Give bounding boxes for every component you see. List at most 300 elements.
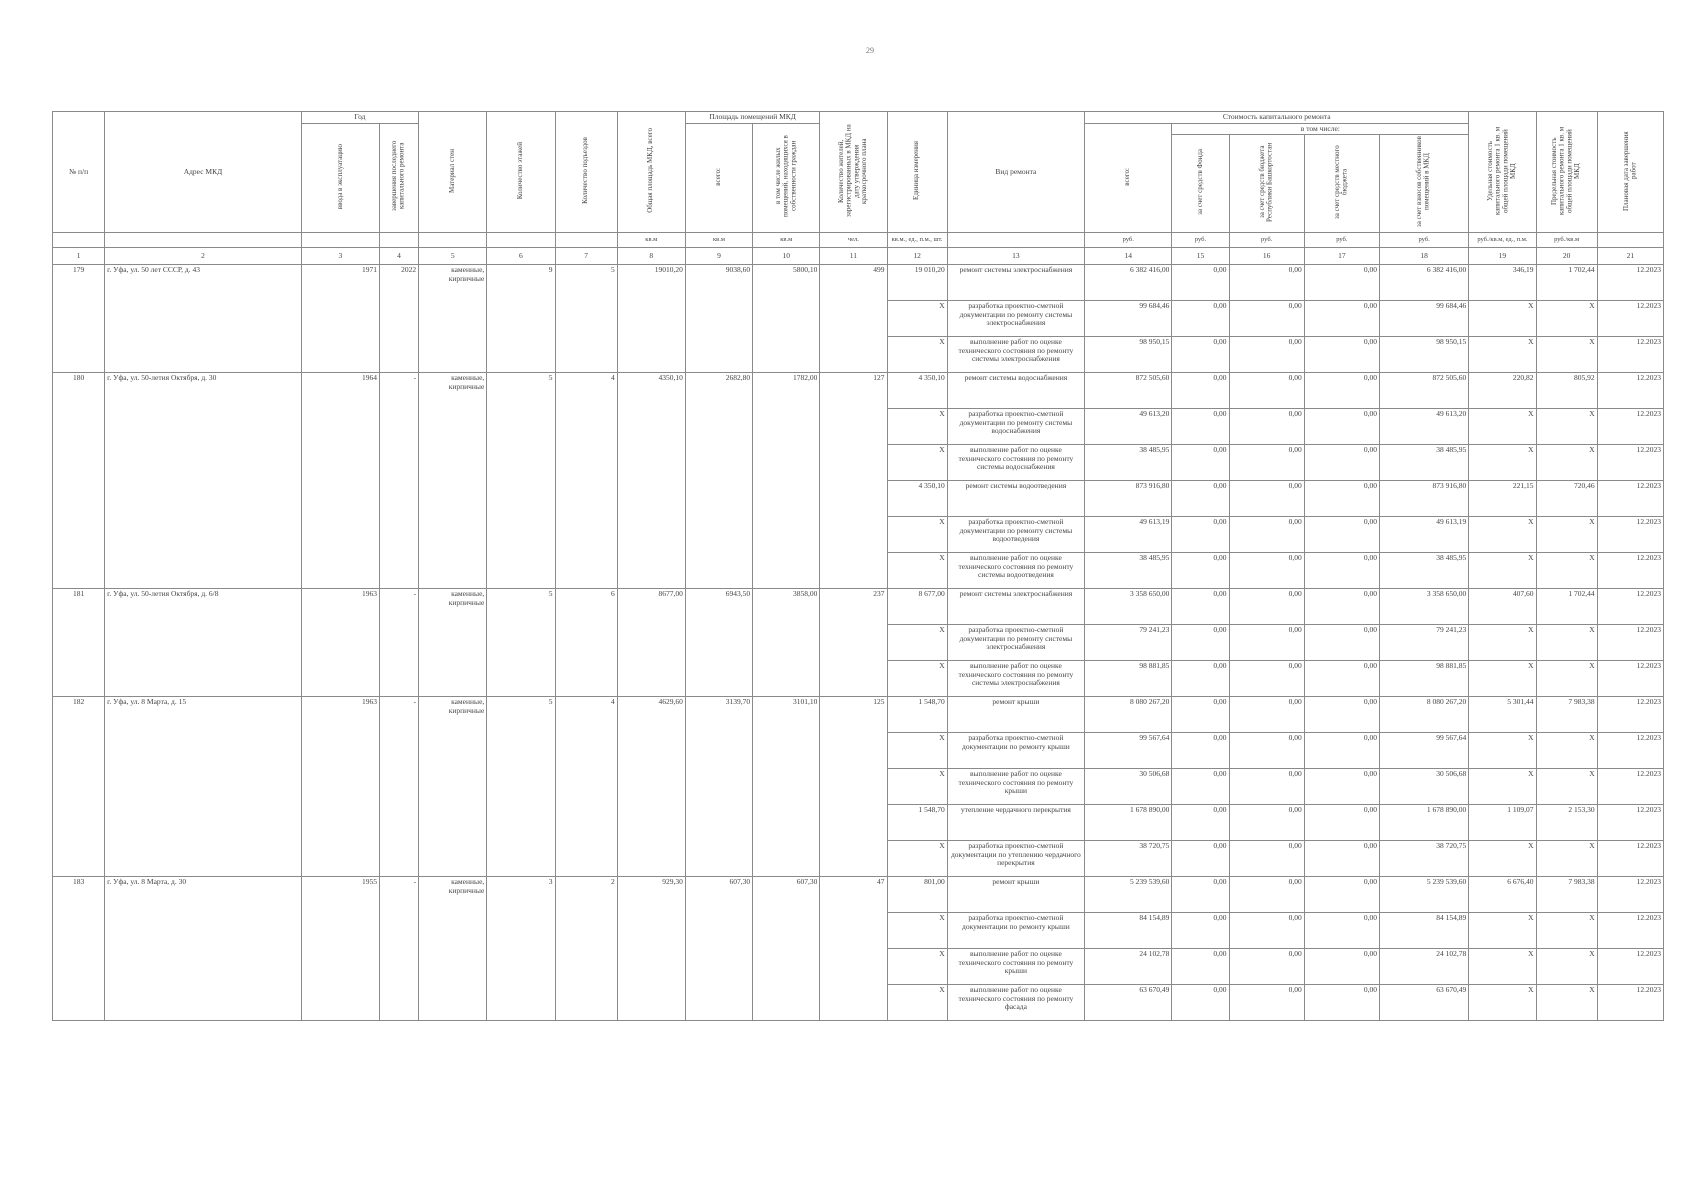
- total-area: 19010,20: [617, 264, 685, 372]
- work-unit: X: [887, 912, 947, 948]
- col-number: 10: [753, 247, 820, 264]
- unit-cell: [379, 232, 418, 247]
- specific-cost: X: [1469, 624, 1536, 660]
- cost-total: 98 950,15: [1085, 336, 1172, 372]
- cost-total: 63 670,49: [1085, 984, 1172, 1020]
- cost-local: 0,00: [1304, 804, 1379, 840]
- house-number: 179: [53, 264, 105, 372]
- cost-total: 79 241,23: [1085, 624, 1172, 660]
- col-number: 17: [1304, 247, 1379, 264]
- cost-republic: 0,00: [1229, 696, 1304, 732]
- work-unit: 4 350,10: [887, 480, 947, 516]
- header-area-residential: в том числе жилых помещений, находящихся в собственности граждан: [753, 123, 820, 232]
- work-type: ремонт системы электроснабжения: [947, 588, 1084, 624]
- unit-cell: кв.м., ед., п.м., шт.: [887, 232, 947, 247]
- table-row: [53, 588, 1664, 624]
- planned-date: 12.2023: [1597, 336, 1663, 372]
- work-unit: 8 677,00: [887, 588, 947, 624]
- total-area: 4629,60: [617, 696, 685, 876]
- house-number: 183: [53, 876, 105, 1020]
- house-address: г. Уфа, ул. 8 Марта, д. 30: [105, 876, 302, 1020]
- residents-count: 127: [820, 372, 887, 588]
- wall-material: каменные, кирпичные: [419, 264, 487, 372]
- table-body: [53, 264, 1664, 1020]
- work-unit: X: [887, 300, 947, 336]
- unit-cell: руб.: [1085, 232, 1172, 247]
- max-cost: X: [1536, 840, 1597, 876]
- cost-owners: 3 358 650,00: [1379, 588, 1468, 624]
- cost-local: 0,00: [1304, 588, 1379, 624]
- col-number: 14: [1085, 247, 1172, 264]
- work-type: разработка проектно-сметной документации по ремонту системы электроснабжения: [947, 300, 1084, 336]
- cost-local: 0,00: [1304, 840, 1379, 876]
- cost-local: 0,00: [1304, 984, 1379, 1020]
- cost-republic: 0,00: [1229, 984, 1304, 1020]
- cost-owners: 8 080 267,20: [1379, 696, 1468, 732]
- residents-count: 499: [820, 264, 887, 372]
- cost-republic: 0,00: [1229, 552, 1304, 588]
- col-number: 16: [1229, 247, 1304, 264]
- cost-owners: 5 239 539,60: [1379, 876, 1468, 912]
- planned-date: 12.2023: [1597, 480, 1663, 516]
- work-unit: X: [887, 552, 947, 588]
- cost-republic: 0,00: [1229, 732, 1304, 768]
- col-number: 1: [53, 247, 105, 264]
- header-cost-owners: за счет взносов собственников помещений в МКД: [1379, 135, 1468, 233]
- cost-fund: 0,00: [1172, 984, 1229, 1020]
- area-residential: 3858,00: [753, 588, 820, 696]
- cost-republic: 0,00: [1229, 876, 1304, 912]
- col-number: 13: [947, 247, 1084, 264]
- area-all: 3139,70: [685, 696, 752, 876]
- unit-cell: [53, 232, 105, 247]
- cost-total: 24 102,78: [1085, 948, 1172, 984]
- header-area-group: Площадь помещений МКД: [685, 112, 819, 124]
- work-unit: X: [887, 660, 947, 696]
- cost-fund: 0,00: [1172, 696, 1229, 732]
- specific-cost: 1 109,07: [1469, 804, 1536, 840]
- cost-owners: 872 505,60: [1379, 372, 1468, 408]
- planned-date: 12.2023: [1597, 660, 1663, 696]
- cost-local: 0,00: [1304, 300, 1379, 336]
- cost-owners: 98 950,15: [1379, 336, 1468, 372]
- header-cost-local: за счет средств местного бюджета: [1304, 135, 1379, 233]
- cost-total: 38 485,95: [1085, 444, 1172, 480]
- cost-local: 0,00: [1304, 768, 1379, 804]
- house-address: г. Уфа, ул. 8 Марта, д. 15: [105, 696, 302, 876]
- cost-owners: 6 382 416,00: [1379, 264, 1468, 300]
- total-area: 4350,10: [617, 372, 685, 588]
- cost-fund: 0,00: [1172, 264, 1229, 300]
- cost-republic: 0,00: [1229, 408, 1304, 444]
- cost-total: 5 239 539,60: [1085, 876, 1172, 912]
- header-cost-total: всего:: [1085, 123, 1172, 232]
- col-number: 19: [1469, 247, 1536, 264]
- work-unit: 4 350,10: [887, 372, 947, 408]
- cost-fund: 0,00: [1172, 624, 1229, 660]
- floors-count: 5: [487, 696, 555, 876]
- floors-count: 5: [487, 588, 555, 696]
- header-entrances: Количество подъездов: [555, 112, 617, 233]
- page-number: 29: [866, 46, 874, 55]
- header-wall-material: Материал стен: [419, 112, 487, 233]
- specific-cost: X: [1469, 948, 1536, 984]
- specific-cost: 221,15: [1469, 480, 1536, 516]
- specific-cost: 220,82: [1469, 372, 1536, 408]
- total-area: 929,30: [617, 876, 685, 1020]
- cost-owners: 38 720,75: [1379, 840, 1468, 876]
- planned-date: 12.2023: [1597, 588, 1663, 624]
- house-number: 181: [53, 588, 105, 696]
- header-total-area: Общая площадь МКД, всего: [617, 112, 685, 233]
- cost-fund: 0,00: [1172, 516, 1229, 552]
- cost-republic: 0,00: [1229, 804, 1304, 840]
- col-number: 5: [419, 247, 487, 264]
- cost-republic: 0,00: [1229, 912, 1304, 948]
- header-unit: Единица измерения: [887, 112, 947, 233]
- header-work-type: Вид ремонта: [947, 112, 1084, 233]
- work-type: ремонт крыши: [947, 876, 1084, 912]
- work-type: утепление чердачного перекрытия: [947, 804, 1084, 840]
- work-type: выполнение работ по оценке технического состояния по ремонту крыши: [947, 768, 1084, 804]
- work-unit: 801,00: [887, 876, 947, 912]
- table-header: [53, 112, 1664, 265]
- cost-fund: 0,00: [1172, 660, 1229, 696]
- max-cost: X: [1536, 516, 1597, 552]
- col-number: 20: [1536, 247, 1597, 264]
- cost-local: 0,00: [1304, 876, 1379, 912]
- planned-date: 12.2023: [1597, 264, 1663, 300]
- wall-material: каменные, кирпичные: [419, 696, 487, 876]
- cost-republic: 0,00: [1229, 948, 1304, 984]
- cost-total: 38 485,95: [1085, 552, 1172, 588]
- work-type: выполнение работ по оценке технического состояния по ремонту системы водоотведения: [947, 552, 1084, 588]
- specific-cost: X: [1469, 516, 1536, 552]
- unit-cell: [1597, 232, 1663, 247]
- cost-fund: 0,00: [1172, 804, 1229, 840]
- entrances-count: 6: [555, 588, 617, 696]
- cost-owners: 1 678 890,00: [1379, 804, 1468, 840]
- area-residential: 3101,10: [753, 696, 820, 876]
- work-type: разработка проектно-сметной документации по ремонту крыши: [947, 912, 1084, 948]
- max-cost: 2 153,30: [1536, 804, 1597, 840]
- col-number: 18: [1379, 247, 1468, 264]
- header-max-cost: Предельная стоимость капитального ремонта 1 кв. м общей площади помещений МКД: [1536, 112, 1597, 233]
- cost-republic: 0,00: [1229, 624, 1304, 660]
- unit-cell: руб./кв.м, ед., п.м.: [1469, 232, 1536, 247]
- cost-owners: 84 154,89: [1379, 912, 1468, 948]
- work-type: разработка проектно-сметной документации по ремонту системы водоотведения: [947, 516, 1084, 552]
- header-num: № п/п: [53, 112, 105, 233]
- cost-republic: 0,00: [1229, 588, 1304, 624]
- cost-owners: 79 241,23: [1379, 624, 1468, 660]
- work-unit: X: [887, 984, 947, 1020]
- area-all: 6943,50: [685, 588, 752, 696]
- planned-date: 12.2023: [1597, 444, 1663, 480]
- cost-total: 8 080 267,20: [1085, 696, 1172, 732]
- unit-cell: руб.: [1229, 232, 1304, 247]
- col-number: 15: [1172, 247, 1229, 264]
- cost-owners: 98 881,85: [1379, 660, 1468, 696]
- cost-total: 49 613,19: [1085, 516, 1172, 552]
- max-cost: 7 983,38: [1536, 876, 1597, 912]
- year-built: 1963: [301, 696, 379, 876]
- work-type: ремонт системы водоотведения: [947, 480, 1084, 516]
- header-year-last-repair: завершения последнего капитального ремонта: [379, 123, 418, 232]
- cost-fund: 0,00: [1172, 732, 1229, 768]
- cost-fund: 0,00: [1172, 840, 1229, 876]
- cost-total: 84 154,89: [1085, 912, 1172, 948]
- unit-cell: кв.м: [685, 232, 752, 247]
- cost-fund: 0,00: [1172, 444, 1229, 480]
- col-number: 7: [555, 247, 617, 264]
- cost-republic: 0,00: [1229, 300, 1304, 336]
- cost-fund: 0,00: [1172, 948, 1229, 984]
- col-number: 12: [887, 247, 947, 264]
- unit-cell: [487, 232, 555, 247]
- wall-material: каменные, кирпичные: [419, 588, 487, 696]
- wall-material: каменные, кирпичные: [419, 372, 487, 588]
- cost-fund: 0,00: [1172, 372, 1229, 408]
- house-address: г. Уфа, ул. 50-летия Октября, д. 30: [105, 372, 302, 588]
- cost-owners: 38 485,95: [1379, 444, 1468, 480]
- cost-republic: 0,00: [1229, 372, 1304, 408]
- unit-cell: [555, 232, 617, 247]
- year-built: 1963: [301, 588, 379, 696]
- planned-date: 12.2023: [1597, 624, 1663, 660]
- planned-date: 12.2023: [1597, 840, 1663, 876]
- work-unit: 19 010,20: [887, 264, 947, 300]
- col-number: 11: [820, 247, 887, 264]
- work-unit: X: [887, 732, 947, 768]
- unit-cell: [947, 232, 1084, 247]
- cost-local: 0,00: [1304, 624, 1379, 660]
- cost-local: 0,00: [1304, 732, 1379, 768]
- max-cost: X: [1536, 336, 1597, 372]
- year-last-repair: -: [379, 696, 418, 876]
- cost-local: 0,00: [1304, 480, 1379, 516]
- work-unit: X: [887, 768, 947, 804]
- planned-date: 12.2023: [1597, 984, 1663, 1020]
- planned-date: 12.2023: [1597, 408, 1663, 444]
- cost-owners: 24 102,78: [1379, 948, 1468, 984]
- header-floors: Количество этажей: [487, 112, 555, 233]
- unit-cell: руб./кв.м: [1536, 232, 1597, 247]
- specific-cost: X: [1469, 300, 1536, 336]
- entrances-count: 5: [555, 264, 617, 372]
- unit-cell: руб.: [1172, 232, 1229, 247]
- unit-cell: руб.: [1379, 232, 1468, 247]
- max-cost: X: [1536, 624, 1597, 660]
- specific-cost: X: [1469, 768, 1536, 804]
- planned-date: 12.2023: [1597, 372, 1663, 408]
- year-last-repair: -: [379, 588, 418, 696]
- area-residential: 5800,10: [753, 264, 820, 372]
- work-unit: 1 548,70: [887, 696, 947, 732]
- floors-count: 5: [487, 372, 555, 588]
- year-built: 1971: [301, 264, 379, 372]
- max-cost: 7 983,38: [1536, 696, 1597, 732]
- cost-republic: 0,00: [1229, 840, 1304, 876]
- header-year-commission: ввода в эксплуатацию: [301, 123, 379, 232]
- cost-local: 0,00: [1304, 912, 1379, 948]
- specific-cost: 5 301,44: [1469, 696, 1536, 732]
- specific-cost: 407,60: [1469, 588, 1536, 624]
- max-cost: 720,46: [1536, 480, 1597, 516]
- planned-date: 12.2023: [1597, 696, 1663, 732]
- max-cost: X: [1536, 732, 1597, 768]
- work-type: ремонт системы электроснабжения: [947, 264, 1084, 300]
- header-area-total: всего:: [685, 123, 752, 232]
- area-all: 9038,60: [685, 264, 752, 372]
- year-last-repair: 2022: [379, 264, 418, 372]
- cost-total: 49 613,20: [1085, 408, 1172, 444]
- cost-owners: 99 684,46: [1379, 300, 1468, 336]
- cost-fund: 0,00: [1172, 300, 1229, 336]
- work-type: выполнение работ по оценке технического состояния по ремонту фасада: [947, 984, 1084, 1020]
- work-type: ремонт системы водоснабжения: [947, 372, 1084, 408]
- col-number: 21: [1597, 247, 1663, 264]
- floors-count: 9: [487, 264, 555, 372]
- table-row: [53, 264, 1664, 300]
- planned-date: 12.2023: [1597, 768, 1663, 804]
- table-row: [53, 876, 1664, 912]
- cost-fund: 0,00: [1172, 552, 1229, 588]
- house-number: 182: [53, 696, 105, 876]
- entrances-count: 4: [555, 696, 617, 876]
- header-cost-republic: за счет средств бюджета Республики Башкортостан: [1229, 135, 1304, 233]
- cost-owners: 49 613,20: [1379, 408, 1468, 444]
- cost-total: 3 358 650,00: [1085, 588, 1172, 624]
- cost-fund: 0,00: [1172, 336, 1229, 372]
- work-type: выполнение работ по оценке технического состояния по ремонту системы водоснабжения: [947, 444, 1084, 480]
- repair-plan-table: [52, 111, 1664, 1021]
- specific-cost: X: [1469, 336, 1536, 372]
- specific-cost: X: [1469, 912, 1536, 948]
- cost-local: 0,00: [1304, 372, 1379, 408]
- planned-date: 12.2023: [1597, 516, 1663, 552]
- house-address: г. Уфа, ул. 50 лет СССР, д. 43: [105, 264, 302, 372]
- cost-total: 38 720,75: [1085, 840, 1172, 876]
- specific-cost: 346,19: [1469, 264, 1536, 300]
- work-type: выполнение работ по оценке технического состояния по ремонту крыши: [947, 948, 1084, 984]
- cost-republic: 0,00: [1229, 516, 1304, 552]
- cost-owners: 873 916,80: [1379, 480, 1468, 516]
- work-unit: X: [887, 516, 947, 552]
- header-specific-cost: Удельная стоимость капитального ремонта 1 кв. м общей площади помещений МКД: [1469, 112, 1536, 233]
- cost-local: 0,00: [1304, 552, 1379, 588]
- cost-total: 6 382 416,00: [1085, 264, 1172, 300]
- total-area: 8677,00: [617, 588, 685, 696]
- cost-republic: 0,00: [1229, 444, 1304, 480]
- unit-cell: [419, 232, 487, 247]
- area-all: 2682,80: [685, 372, 752, 588]
- unit-cell: [301, 232, 379, 247]
- specific-cost: X: [1469, 732, 1536, 768]
- header-address: Адрес МКД: [105, 112, 302, 233]
- work-type: ремонт крыши: [947, 696, 1084, 732]
- cost-local: 0,00: [1304, 660, 1379, 696]
- work-type: разработка проектно-сметной документации по утеплению чердачного перекрытия: [947, 840, 1084, 876]
- work-unit: X: [887, 408, 947, 444]
- col-number: 2: [105, 247, 302, 264]
- planned-date: 12.2023: [1597, 912, 1663, 948]
- cost-fund: 0,00: [1172, 768, 1229, 804]
- col-number: 9: [685, 247, 752, 264]
- cost-fund: 0,00: [1172, 480, 1229, 516]
- cost-local: 0,00: [1304, 264, 1379, 300]
- work-type: разработка проектно-сметной документации по ремонту системы электроснабжения: [947, 624, 1084, 660]
- work-type: разработка проектно-сметной документации по ремонту крыши: [947, 732, 1084, 768]
- planned-date: 12.2023: [1597, 876, 1663, 912]
- work-type: выполнение работ по оценке технического состояния по ремонту системы электроснабжения: [947, 660, 1084, 696]
- cost-owners: 49 613,19: [1379, 516, 1468, 552]
- header-cost-group: Стоимость капитального ремонта: [1085, 112, 1469, 124]
- header-planned-date: Плановая дата завершения работ: [1597, 112, 1663, 233]
- max-cost: 805,92: [1536, 372, 1597, 408]
- area-residential: 607,30: [753, 876, 820, 1020]
- work-unit: X: [887, 444, 947, 480]
- residents-count: 237: [820, 588, 887, 696]
- cost-total: 98 881,85: [1085, 660, 1172, 696]
- cost-republic: 0,00: [1229, 660, 1304, 696]
- max-cost: X: [1536, 444, 1597, 480]
- header-incl: в том числе:: [1172, 123, 1469, 135]
- work-unit: 1 548,70: [887, 804, 947, 840]
- house-address: г. Уфа, ул. 50-летия Октября, д. 6/8: [105, 588, 302, 696]
- planned-date: 12.2023: [1597, 300, 1663, 336]
- col-number: 6: [487, 247, 555, 264]
- year-built: 1964: [301, 372, 379, 588]
- max-cost: X: [1536, 300, 1597, 336]
- entrances-count: 4: [555, 372, 617, 588]
- year-built: 1955: [301, 876, 379, 1020]
- max-cost: X: [1536, 660, 1597, 696]
- planned-date: 12.2023: [1597, 804, 1663, 840]
- work-unit: X: [887, 336, 947, 372]
- cost-local: 0,00: [1304, 696, 1379, 732]
- specific-cost: X: [1469, 444, 1536, 480]
- cost-republic: 0,00: [1229, 264, 1304, 300]
- cost-owners: 38 485,95: [1379, 552, 1468, 588]
- cost-local: 0,00: [1304, 408, 1379, 444]
- max-cost: X: [1536, 984, 1597, 1020]
- cost-republic: 0,00: [1229, 336, 1304, 372]
- unit-cell: кв.м: [753, 232, 820, 247]
- cost-total: 99 684,46: [1085, 300, 1172, 336]
- header-cost-fund: за счет средств Фонда: [1172, 135, 1229, 233]
- work-type: выполнение работ по оценке технического состояния по ремонту системы электроснабжения: [947, 336, 1084, 372]
- work-unit: X: [887, 840, 947, 876]
- specific-cost: X: [1469, 660, 1536, 696]
- unit-cell: руб.: [1304, 232, 1379, 247]
- wall-material: каменные, кирпичные: [419, 876, 487, 1020]
- max-cost: X: [1536, 552, 1597, 588]
- specific-cost: X: [1469, 840, 1536, 876]
- area-all: 607,30: [685, 876, 752, 1020]
- year-last-repair: -: [379, 876, 418, 1020]
- house-number: 180: [53, 372, 105, 588]
- cost-total: 1 678 890,00: [1085, 804, 1172, 840]
- work-unit: X: [887, 948, 947, 984]
- residents-count: 47: [820, 876, 887, 1020]
- work-unit: X: [887, 624, 947, 660]
- table-row: [53, 372, 1664, 408]
- cost-owners: 30 506,68: [1379, 768, 1468, 804]
- max-cost: X: [1536, 768, 1597, 804]
- cost-local: 0,00: [1304, 948, 1379, 984]
- specific-cost: X: [1469, 984, 1536, 1020]
